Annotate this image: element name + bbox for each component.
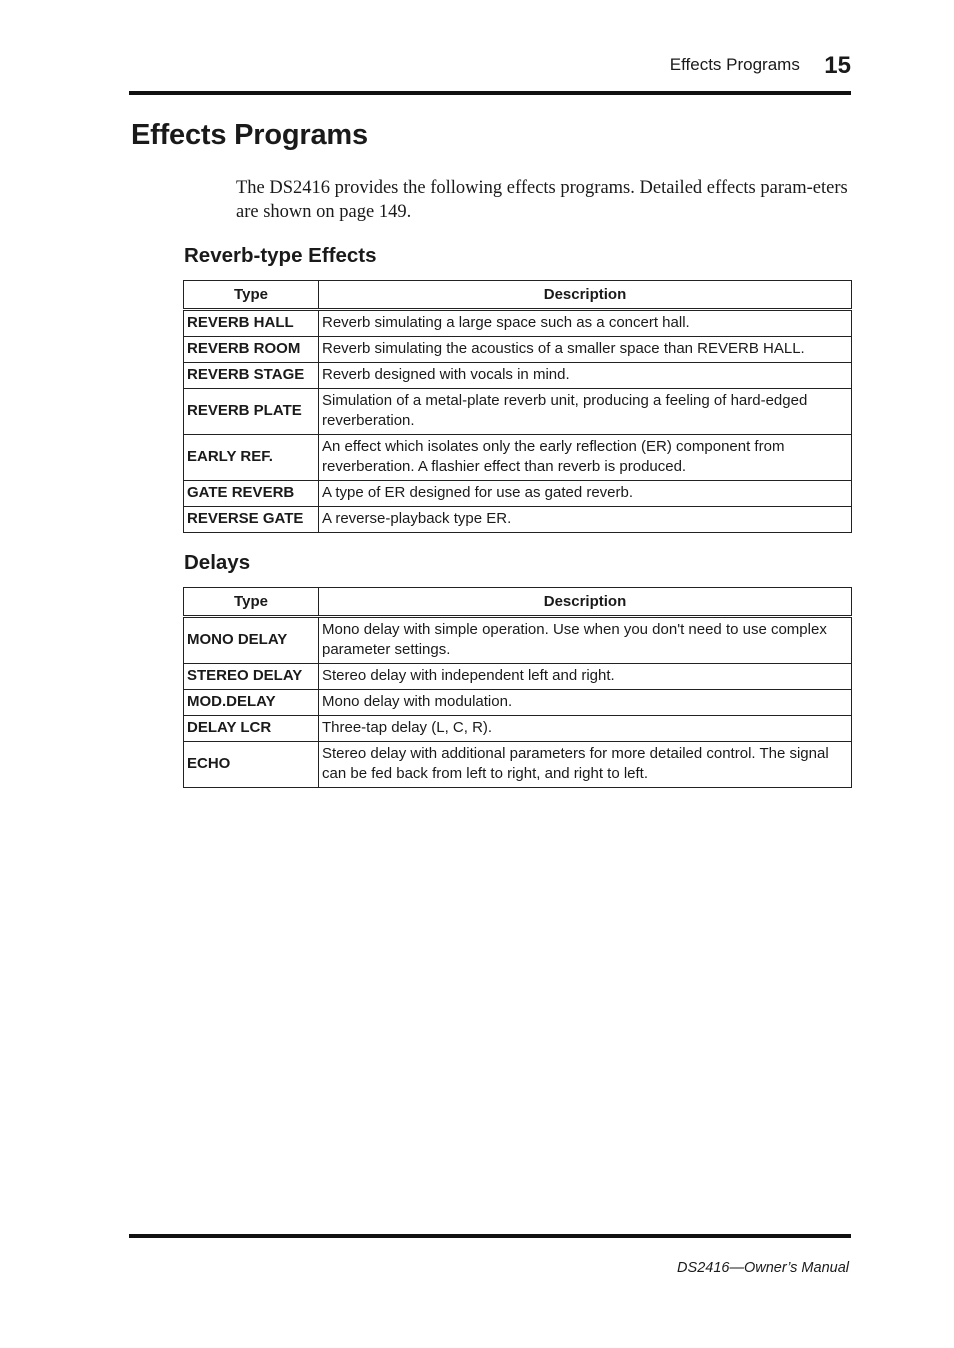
page-title: Effects Programs (131, 119, 368, 151)
effect-description: Stereo delay with independent left and right. (319, 664, 852, 690)
effect-description: Reverb simulating the acoustics of a smaller space than REVERB HALL. (319, 337, 852, 363)
page-header (129, 52, 851, 84)
effect-type: MOD.DELAY (184, 690, 319, 716)
table-row (184, 435, 852, 481)
table-row (184, 389, 852, 435)
table-row (184, 310, 852, 337)
table-row (184, 716, 852, 742)
effect-type: GATE REVERB (184, 481, 319, 507)
reverb-col-description: Description (319, 281, 852, 310)
effect-type: ECHO (184, 742, 319, 788)
reverb-heading: Reverb-type Effects (184, 244, 377, 267)
reverb-col-type: Type (184, 281, 319, 310)
footer-rule (129, 1234, 851, 1238)
effect-description: Reverb designed with vocals in mind. (319, 363, 852, 389)
table-row (184, 742, 852, 788)
table-row (184, 664, 852, 690)
table-row (184, 617, 852, 664)
header-rule (129, 91, 851, 95)
effect-type: STEREO DELAY (184, 664, 319, 690)
effect-type: REVERSE GATE (184, 507, 319, 533)
table-row (184, 481, 852, 507)
header-section-title: Effects Programs (669, 55, 800, 74)
footer-manual-title: DS2416—Owner’s Manual (677, 1260, 849, 1276)
effect-type: EARLY REF. (184, 435, 319, 481)
effect-type: REVERB HALL (184, 310, 319, 337)
table-row (184, 363, 852, 389)
delays-heading: Delays (184, 551, 251, 574)
effect-description: A type of ER designed for use as gated reverb. (319, 481, 852, 507)
effect-description: Simulation of a metal-plate reverb unit, producing a feeling of hard-edged reverberation. (319, 389, 852, 435)
page-number: 15 (824, 52, 851, 79)
effect-description: Three-tap delay (L, C, R). (319, 716, 852, 742)
delays-col-type: Type (184, 588, 319, 617)
reverb-table (183, 280, 852, 533)
intro-paragraph: The DS2416 provides the following effects programs. Detailed effects param-eters are shown on page 149. (236, 178, 848, 222)
delays-col-description: Description (319, 588, 852, 617)
table-row (184, 690, 852, 716)
effect-description: Stereo delay with additional parameters for more detailed control. The signal can be fed back from left to right, and right to left. (319, 742, 852, 788)
effect-type: DELAY LCR (184, 716, 319, 742)
effect-description: Mono delay with simple operation. Use when you don't need to use complex parameter settings. (319, 617, 852, 664)
effect-description: An effect which isolates only the early reflection (ER) component from reverberation. A flashier effect than reverb is produced. (319, 435, 852, 481)
effect-description: A reverse-playback type ER. (319, 507, 852, 533)
effect-type: REVERB ROOM (184, 337, 319, 363)
table-row (184, 507, 852, 533)
effect-type: MONO DELAY (184, 617, 319, 664)
table-row (184, 337, 852, 363)
effect-type: REVERB STAGE (184, 363, 319, 389)
delays-table (183, 587, 852, 788)
effect-type: REVERB PLATE (184, 389, 319, 435)
effect-description: Reverb simulating a large space such as a concert hall. (319, 310, 852, 337)
effect-description: Mono delay with modulation. (319, 690, 852, 716)
